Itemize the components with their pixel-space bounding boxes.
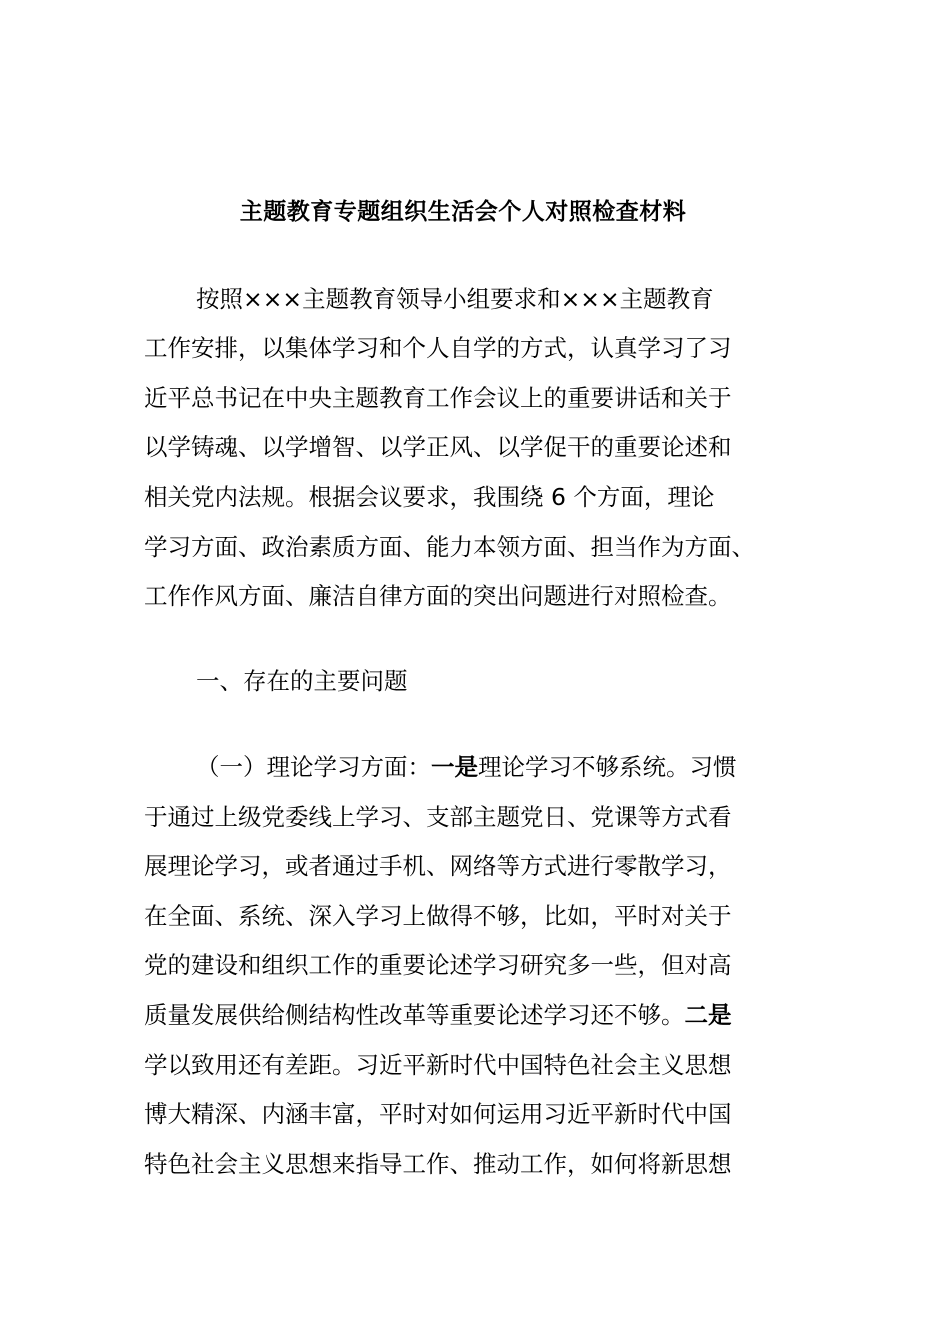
- intro-line-7: 工作作风方面、廉洁自律方面的突出问题进行对照检查。: [144, 582, 732, 610]
- body-line: 学以致用还有差距。习近平新时代中国特色社会主义思想: [144, 1051, 732, 1079]
- intro-line-1: 按照×××主题教育领导小组要求和×××主题教育: [196, 285, 714, 313]
- subsection-first-line: [196, 749, 737, 785]
- section-heading: 一、存在的主要问题: [196, 667, 408, 695]
- intro-line-4: 以学铸魂、以学增智、以学正风、以学促干的重要论述和: [144, 433, 732, 461]
- intro-line-2: 工作安排，以集体学习和个人自学的方式，认真学习了习: [144, 334, 732, 362]
- point-1-text: 理论学习不够系统。习惯: [478, 753, 737, 781]
- body-line: 特色社会主义思想来指导工作、推动工作，如何将新思想: [144, 1150, 732, 1178]
- body-line: 展理论学习，或者通过手机、网络等方式进行零散学习，: [144, 852, 732, 880]
- subsection-lead: （一）理论学习方面：: [196, 753, 431, 781]
- point-1-label: 一是: [431, 753, 478, 781]
- body-line: 党的建设和组织工作的重要论述学习研究多一些，但对高: [144, 951, 732, 979]
- intro-line-5: 相关党内法规。根据会议要求，我围绕 6 个方面，理论: [144, 483, 715, 511]
- document-title: 主题教育专题组织生活会个人对照检查材料: [239, 199, 687, 225]
- body-line: 在全面、系统、深入学习上做得不够，比如，平时对关于: [144, 902, 732, 930]
- intro-line-6: 学习方面、政治素质方面、能力本领方面、担当作为方面、: [144, 533, 755, 561]
- body-line-with-point-2: [144, 997, 732, 1033]
- body-line: 博大精深、内涵丰富，平时对如何运用习近平新时代中国: [144, 1100, 732, 1128]
- body-line: 于通过上级党委线上学习、支部主题党日、党课等方式看: [144, 803, 732, 831]
- body-text: 质量发展供给侧结构性改革等重要论述学习还不够。: [144, 1001, 685, 1029]
- intro-line-3: 近平总书记在中央主题教育工作会议上的重要讲话和关于: [144, 384, 732, 412]
- point-2-label: 二是: [684, 1001, 732, 1029]
